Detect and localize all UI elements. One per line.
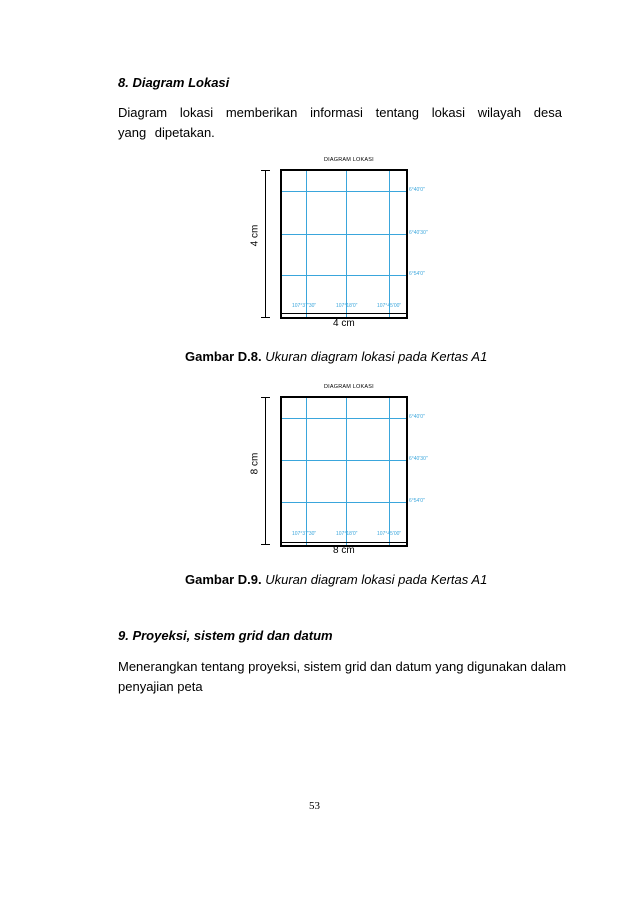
longitude-label: 107°37'30": [292, 531, 317, 537]
dimension-tick: [261, 397, 270, 398]
grid-longitude-line: [306, 398, 307, 545]
grid-longitude-line: [389, 171, 390, 317]
grid-longitude-line: [346, 398, 347, 545]
horizontal-dimension-line: [280, 542, 408, 543]
figure-1-caption: [185, 349, 487, 364]
caption-text: Ukuran diagram lokasi pada Kertas A1: [265, 572, 488, 587]
latitude-label: 6°40'30": [409, 230, 428, 236]
horizontal-dimension-label: 4 cm: [333, 318, 355, 329]
location-diagram-figure-2: [240, 375, 440, 565]
dimension-tick: [261, 170, 270, 171]
horizontal-dimension-label: 8 cm: [333, 545, 355, 556]
section-8-heading: 8. Diagram Lokasi: [118, 75, 230, 90]
grid-latitude-line: [282, 502, 406, 503]
diagram-frame: [280, 396, 408, 547]
grid-latitude-line: [282, 460, 406, 461]
longitude-label: 107°37'30": [292, 303, 317, 309]
diagram-title: DIAGRAM LOKASI: [324, 157, 374, 163]
diagram-frame: [280, 169, 408, 319]
grid-longitude-line: [306, 171, 307, 317]
vertical-dimension-line: [265, 397, 266, 545]
figure-2-caption: [185, 572, 487, 587]
dimension-tick: [407, 538, 408, 547]
grid-longitude-line: [346, 171, 347, 317]
vertical-dimension-label: 8 cm: [249, 452, 261, 475]
dimension-tick: [261, 544, 270, 545]
section-9-paragraph: Menerangkan tentang proyeksi, sistem grid dan datum yang digunakan dalam penyajian peta: [118, 659, 567, 694]
vertical-dimension-line: [265, 170, 266, 318]
dimension-tick: [261, 317, 270, 318]
dimension-tick: [280, 538, 281, 547]
caption-label: Gambar D.8.: [185, 349, 262, 364]
caption-label: Gambar D.9.: [185, 572, 262, 587]
caption-text: Ukuran diagram lokasi pada Kertas A1: [265, 349, 488, 364]
grid-longitude-line: [389, 398, 390, 545]
vertical-dimension-label: 4 cm: [249, 224, 261, 247]
section-8-paragraph: Diagram lokasi memberikan informasi tentang lokasi wilayah desa yang dipetakan.: [118, 105, 562, 140]
section-9-heading: 9. Proyeksi, sistem grid dan datum: [118, 628, 333, 643]
page-number: 53: [309, 800, 320, 812]
latitude-label: 6°40'0": [409, 187, 425, 193]
longitude-label: 107°45'00": [377, 531, 402, 537]
latitude-label: 6°54'0": [409, 498, 425, 504]
longitude-label: 107°18'0": [336, 303, 358, 309]
location-diagram-figure-1: [240, 150, 440, 335]
dimension-tick: [407, 309, 408, 318]
grid-latitude-line: [282, 418, 406, 419]
horizontal-dimension-line: [280, 313, 408, 314]
dimension-tick: [280, 309, 281, 318]
longitude-label: 107°18'0": [336, 531, 358, 537]
longitude-label: 107°45'00": [377, 303, 402, 309]
diagram-title: DIAGRAM LOKASI: [324, 384, 374, 390]
latitude-label: 6°40'30": [409, 456, 428, 462]
latitude-label: 6°54'0": [409, 271, 425, 277]
latitude-label: 6°40'0": [409, 414, 425, 420]
grid-latitude-line: [282, 275, 406, 276]
grid-latitude-line: [282, 234, 406, 235]
grid-latitude-line: [282, 191, 406, 192]
